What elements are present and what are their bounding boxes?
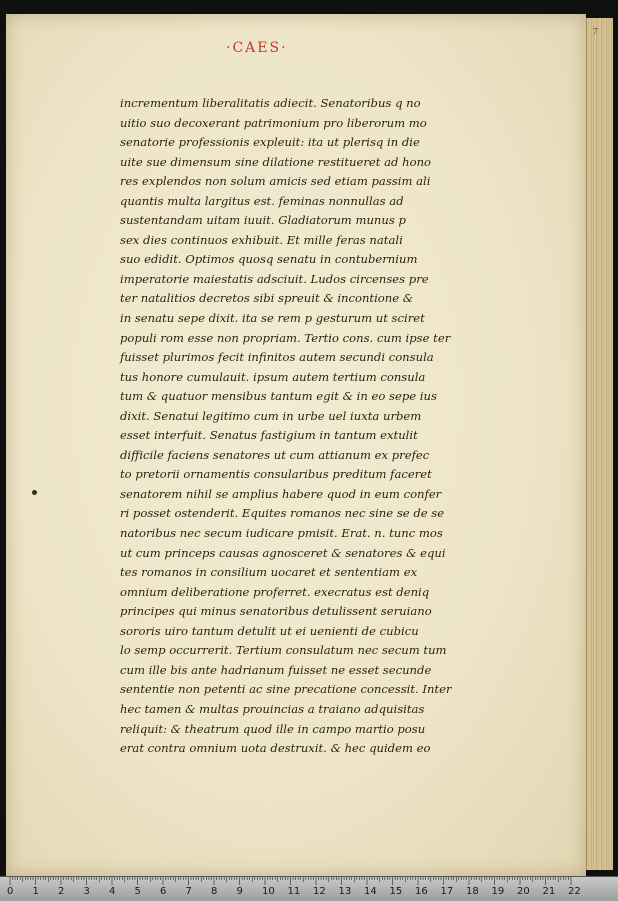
text-line: difficile faciens senatores ut cum attianum ex prefec	[120, 447, 430, 462]
text-line: in senatu sepe dixit. ita se rem p gesturum ut sciret	[120, 311, 425, 326]
text-line: senatorie professionis expleuit: ita ut plerisq in die	[120, 135, 420, 150]
ruler-number: 15	[389, 886, 403, 897]
text-line: res explendos non solum amicis sed etiam passim ali	[120, 174, 431, 189]
text-line: cum ille bis ante hadrianum fuisset ne esset secunde	[120, 662, 432, 677]
text-line: hec tamen & multas prouincias a traiano adquisitas	[120, 701, 425, 716]
text-line: natoribus nec secum iudicare pmisit. Erat. n. tunc mos	[120, 526, 443, 541]
text-line: sex dies continuos exhibuit. Et mille feras natali	[120, 232, 403, 247]
ruler-number: 22	[568, 886, 581, 897]
text-line: ut cum princeps causas agnosceret & senatores & equi	[120, 545, 446, 560]
running-head: ·CAES·	[226, 40, 288, 56]
text-line: uitio suo decoxerant patrimonium pro liberorum mo	[120, 115, 427, 130]
text-line: reliquit: & theatrum quod ille in campo martio posu	[120, 721, 426, 736]
text-line: tus honore cumulauit. ipsum autem tertium consula	[120, 369, 426, 384]
ruler-number: 3	[83, 886, 90, 897]
ruler-number: 4	[109, 886, 116, 897]
measuring-ruler	[0, 876, 618, 901]
ruler-number: 2	[58, 886, 65, 897]
text-line: incrementum liberalitatis adiecit. Senatoribus q no	[120, 96, 421, 110]
text-line: tes romanos in consilium uocaret et sententiam ex	[120, 565, 418, 580]
ruler-number: 0	[7, 886, 14, 897]
text-line: senatorem nihil se amplius habere quod in eum confer	[120, 486, 442, 501]
text-line: quantis multa largitus est. feminas nonnullas ad	[120, 193, 404, 208]
ruler-number: 9	[236, 886, 243, 897]
text-line: imperatorie maiestatis adsciuit. Ludos circenses pre	[120, 271, 429, 286]
text-line: tum & quatuor mensibus tantum egit & in eo sepe ius	[120, 389, 437, 404]
text-line: omnium deliberatione proferret. execratus est deniq	[120, 584, 430, 599]
ruler-number: 16	[415, 886, 428, 897]
text-line: principes qui minus senatoribus detulissent seruiano	[120, 604, 432, 619]
text-line: populi rom esse non propriam. Tertio cons. cum ipse ter	[120, 330, 451, 345]
page-edges	[586, 18, 613, 870]
text-line: ri posset ostenderit. Equites romanos nec sine se de se	[120, 506, 445, 521]
ruler-number: 5	[134, 886, 141, 897]
text-block	[120, 94, 452, 759]
text-line: esset interfuit. Senatus fastigium in tantum extulit	[120, 428, 418, 443]
ruler-number: 13	[338, 886, 352, 897]
ruler-number: 11	[287, 886, 301, 897]
ruler-number: 6	[160, 886, 167, 897]
text-line: to pretorii ornamentis consularibus preditum faceret	[120, 467, 432, 482]
text-line: sustentandam uitam iuuit. Gladiatorum munus p	[120, 213, 406, 228]
ruler-number: 21	[542, 886, 556, 897]
margin-dot	[32, 490, 37, 495]
ruler-number: 7	[185, 886, 192, 897]
ruler-number: 10	[262, 886, 275, 897]
folio-number: 7	[592, 28, 598, 38]
ruler-number: 12	[313, 886, 326, 897]
text-line: lo semp occurrerit. Tertium consulatum nec secum tum	[120, 643, 447, 658]
text-line: erat contra omnium uota destruxit. & hec quidem eo	[120, 741, 431, 756]
ruler-number: 17	[440, 886, 454, 897]
text-line: suo edidit. Optimos quosq senatu in contubernium	[120, 252, 418, 267]
ruler-number: 20	[517, 886, 530, 897]
ruler-number: 14	[364, 886, 377, 897]
ruler-number: 19	[491, 886, 505, 897]
ruler-number: 1	[32, 886, 39, 897]
text-line: fuisset plurimos fecit infinitos autem secundi consula	[120, 350, 434, 365]
text-line: sororis uiro tantum detulit ut ei uenienti de cubicu	[120, 623, 419, 638]
text-line: uite sue dimensum sine dilatione restitueret ad hono	[120, 154, 432, 169]
text-line: dixit. Senatui legitimo cum in urbe uel iuxta urbem	[120, 408, 422, 423]
ruler-number: 18	[466, 886, 479, 897]
ruler-number: 8	[211, 886, 218, 897]
text-line: sententie non petenti ac sine precatione concessit. Inter	[120, 682, 452, 697]
text-line: ter natalitios decretos sibi spreuit & incontione &	[120, 291, 414, 306]
